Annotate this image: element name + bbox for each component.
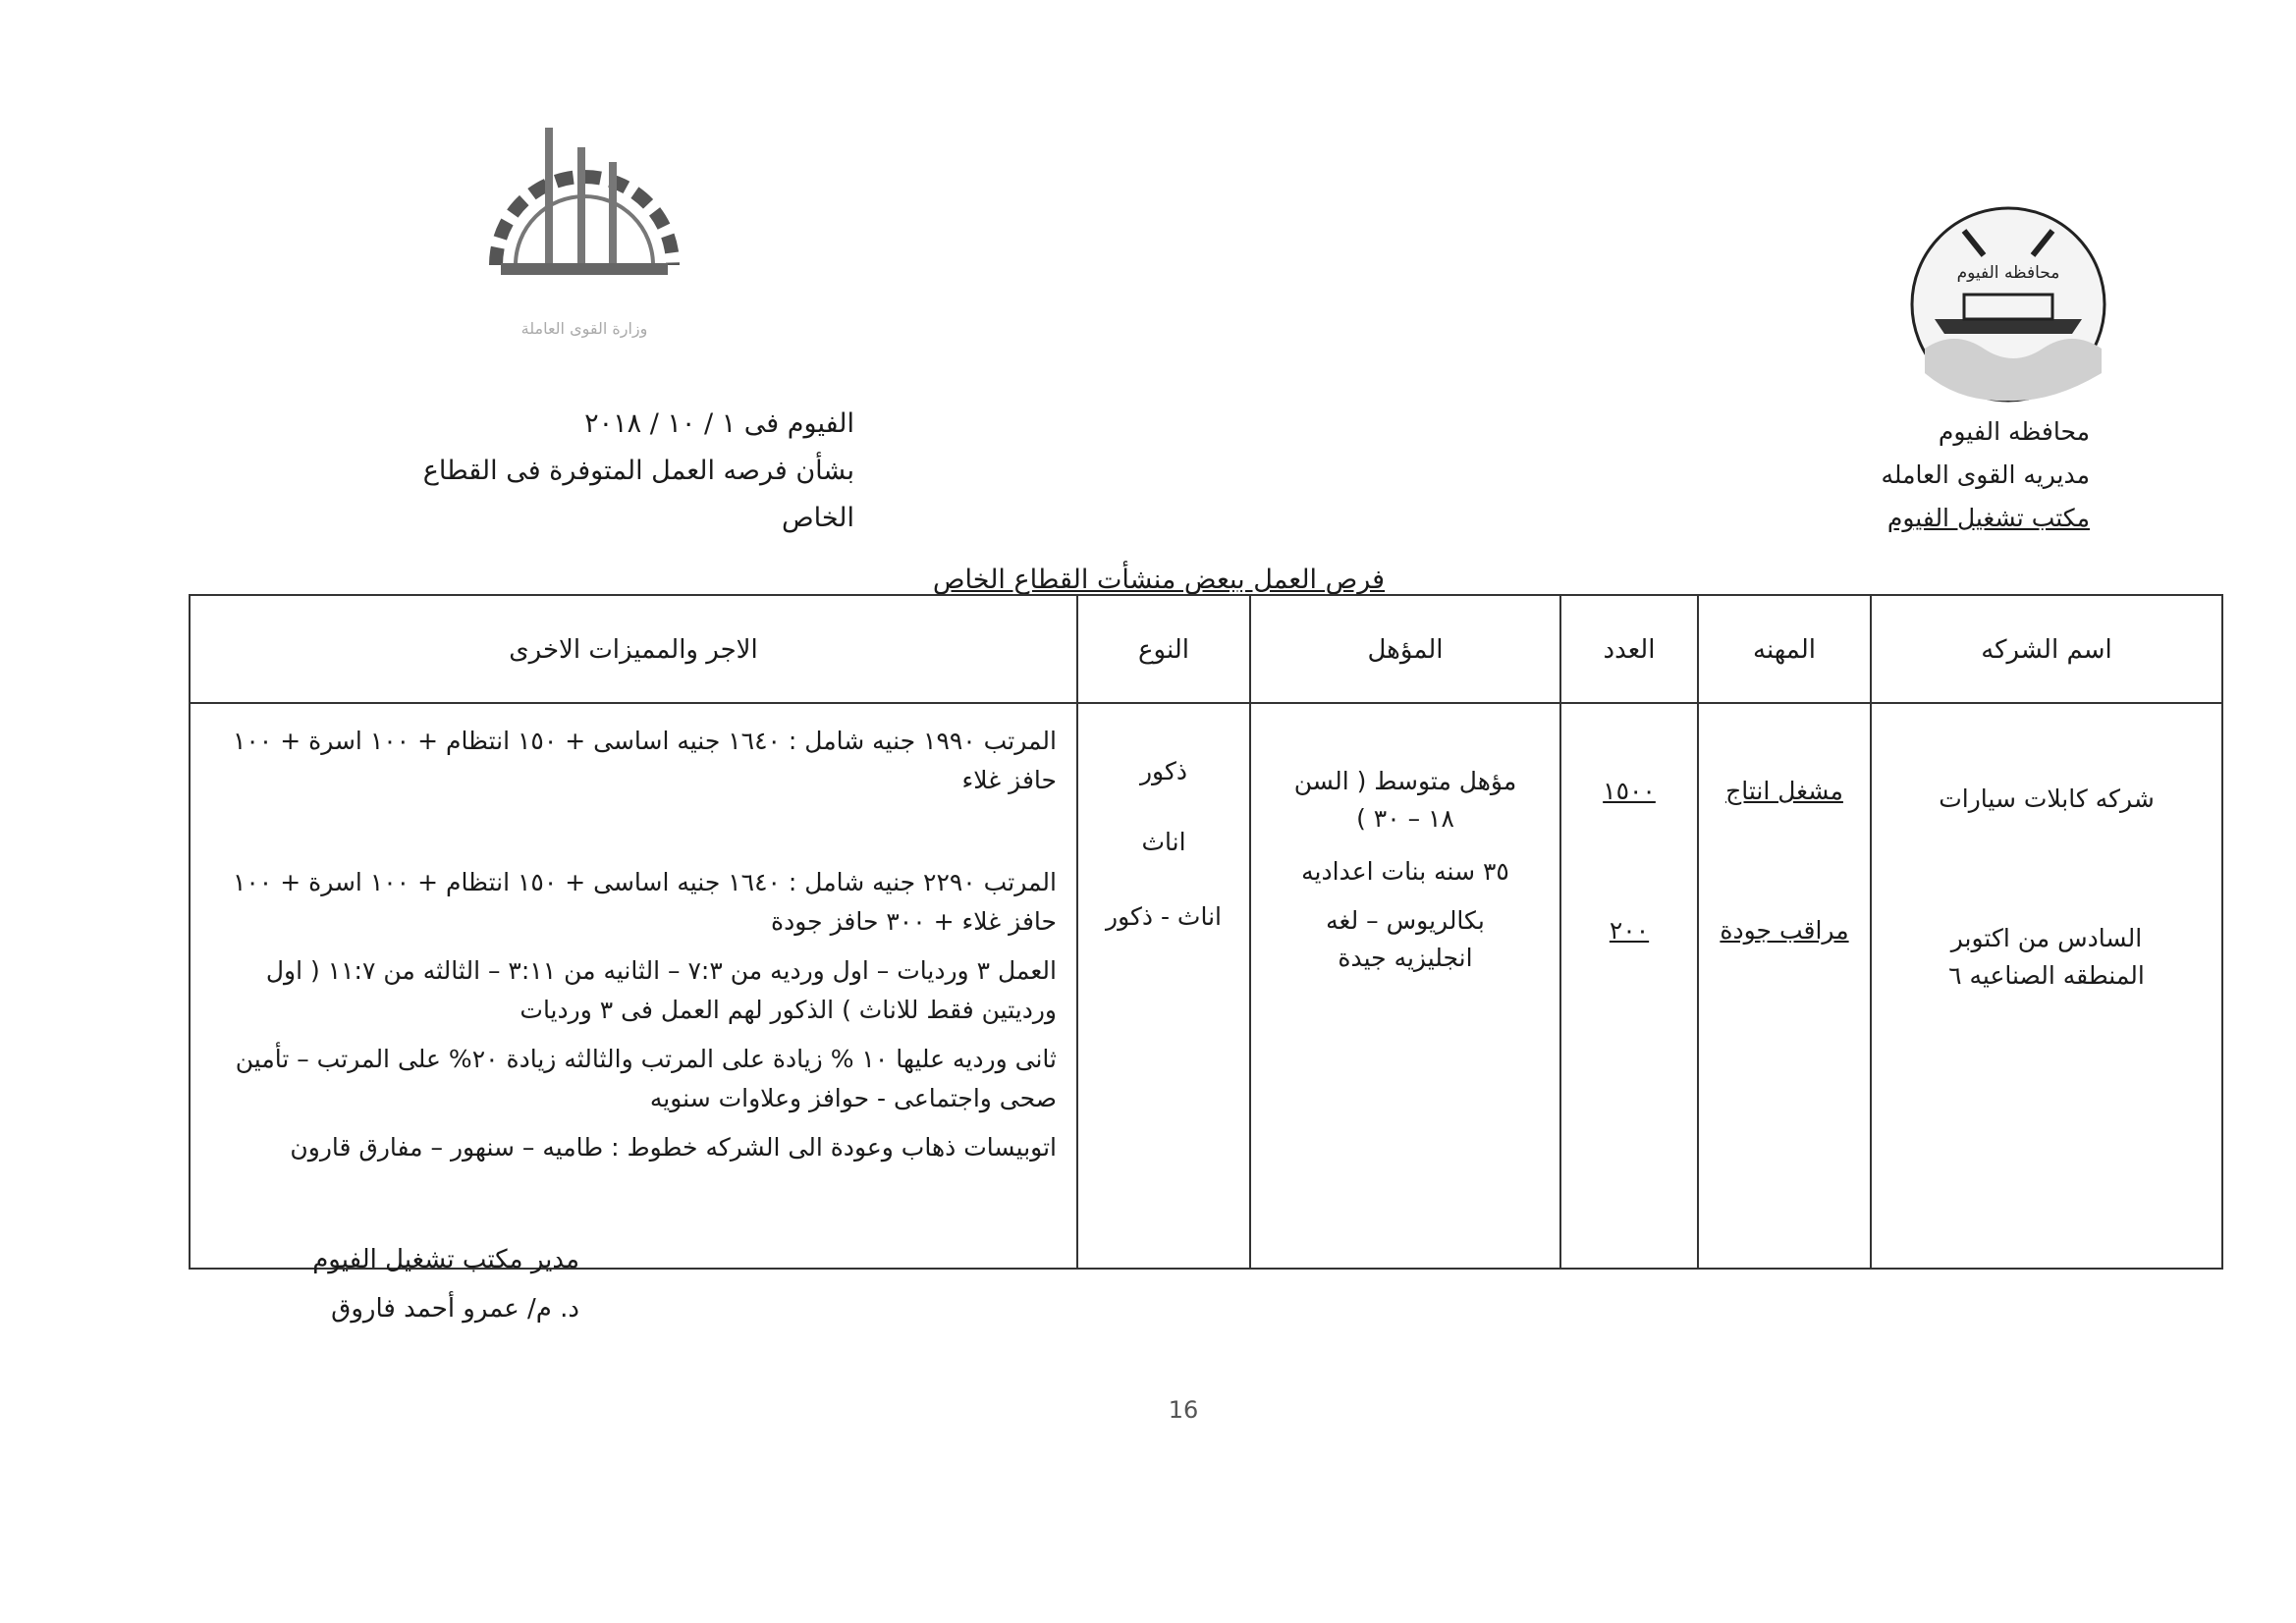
count-column <box>1559 596 1697 1268</box>
header-benefits: الاجر والمميزات الاخرى <box>509 635 758 665</box>
benefit-item: العمل ٣ ورديات – اول ورديه من ٧:٣ – الثانيه من ٣:١١ – الثالثه من ١١:٧ ( اول ورديتين فقط للاناث ) الذكور لهم العمل فى ٣ ورديات <box>265 956 1057 1024</box>
ministry-logo-text: وزارة القوى العاملة <box>520 319 648 338</box>
benefit-item: اتوبيسات ذهاب وعودة الى الشركه خطوط : طاميه – سنهور – مفارق قارون <box>290 1133 1057 1162</box>
qualification-column <box>1249 596 1559 1268</box>
gender-column <box>1076 596 1249 1268</box>
signatory-name: د. م/ عمرو أحمد فاروق <box>331 1294 579 1324</box>
profession-item: مراقب جودة <box>1720 916 1849 945</box>
ministry-manpower-logo <box>471 118 697 344</box>
benefit-item: المرتب ١٩٩٠ جنيه شامل : ١٦٤٠ جنيه اساسى + ١٥٠ انتظام + ١٠٠ اسرة + ١٠٠ حافز غلاء <box>232 727 1057 794</box>
qualification-line: بكالريوس – لغه انجليزيه جيدة <box>1326 906 1485 972</box>
office-name: مكتب تشغيل الفيوم <box>1886 504 2090 532</box>
benefit-item: ثانى ورديه عليها ١٠ % زيادة على المرتب والثالثه زيادة ٢٠% على المرتب – تأمين صحى واجتماعى - حوافز وعلاوات سنويه <box>235 1045 1057 1112</box>
gender-item: ذكور <box>1139 757 1188 785</box>
gender-item: اناث - ذكور <box>1106 902 1222 931</box>
date-subject-block <box>344 401 854 542</box>
qualification-line: مؤهل متوسط ( السن ١٨ – ٣٠ ) <box>1293 767 1517 833</box>
profession-column <box>1697 596 1870 1268</box>
governorate-name: محافظه الفيوم <box>1938 417 2090 446</box>
jobs-table <box>189 594 2223 1270</box>
company-name: شركه كابلات سيارات <box>1939 784 2155 813</box>
company-column <box>1870 596 2221 1268</box>
qualification-line: ٣٥ سنه بنات اعداديه <box>1301 857 1509 886</box>
signature-block <box>285 1235 579 1333</box>
profession-item: مشغل انتاج <box>1725 777 1843 805</box>
header-divider <box>191 702 2221 704</box>
fayoum-governorate-emblem <box>1905 201 2111 403</box>
company-location: السادس من اكتوبر المنطقه الصناعيه ٦ <box>1948 924 2145 990</box>
date-line: الفيوم فى ١ / ١٠ / ٢٠١٨ <box>584 408 854 439</box>
signatory-title: مدير مكتب تشغيل الفيوم <box>312 1245 579 1274</box>
benefits-list <box>210 722 1057 1177</box>
header-qualification: المؤهل <box>1367 635 1444 665</box>
header-profession: المهنه <box>1753 635 1816 665</box>
header-count: العدد <box>1603 635 1656 665</box>
gender-item: اناث <box>1141 828 1186 856</box>
header-company: اسم الشركه <box>1981 635 2112 665</box>
benefits-column <box>191 596 1076 1268</box>
page-number: 16 <box>1168 1396 1199 1424</box>
subject-line: بشأن فرصه العمل المتوفرة فى القطاع الخاص <box>422 456 854 533</box>
benefit-item: المرتب ٢٢٩٠ جنيه شامل : ١٦٤٠ جنيه اساسى + ١٥٠ انتظام + ١٠٠ اسرة + ١٠٠ حافز غلاء + ٣٠٠ حافز جودة <box>232 868 1057 936</box>
header-gender: النوع <box>1138 635 1189 665</box>
directorate-name: مديريه القوى العامله <box>1881 460 2090 489</box>
table-title: فرص العمل ببعض منشأت القطاع الخاص <box>932 565 1386 595</box>
count-item: ٢٠٠ <box>1609 916 1650 945</box>
issuer-block <box>1795 410 2090 540</box>
emblem-text: محافظه الفيوم <box>1956 263 2060 283</box>
count-item: ١٥٠٠ <box>1603 777 1656 805</box>
